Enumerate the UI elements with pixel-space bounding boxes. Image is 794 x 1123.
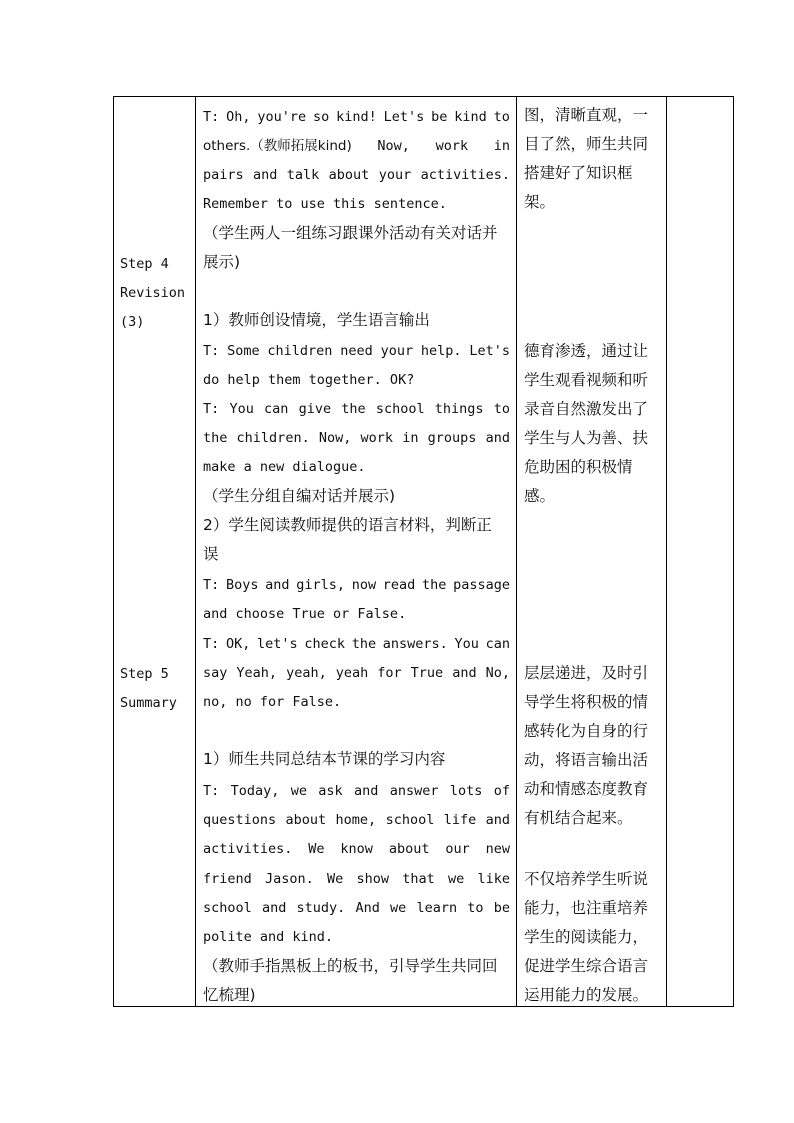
word: T: [203,783,220,799]
intent-line: 有机结合起来。 [524,809,633,827]
word: friend [203,871,252,887]
word: work [360,430,394,446]
word: No, [485,665,510,681]
word: Some [227,343,260,359]
word: the [341,401,366,417]
word: children [267,343,333,359]
text-line [203,663,510,683]
step4-sub: Revision [120,285,186,301]
word: your [380,343,414,359]
step4-title: Step 4 [120,256,169,272]
word: T: [203,109,220,125]
word: We [308,841,325,857]
intent-line: 录音自然激发出了 [524,400,649,418]
intent-line: 不仅培养学生听说 [524,870,649,888]
word: be [431,109,448,125]
word: We [327,871,344,887]
text-line: 忆梳理) [203,986,256,1004]
word: True [410,665,444,681]
text-line: polite and kind. [203,929,334,945]
intent-line: 学生观看视频和听 [524,371,649,389]
word: yeah, [286,665,327,681]
word: about [388,841,430,857]
lesson-plan-table [113,96,734,1007]
word: yeah [335,665,369,681]
text-line [203,107,510,127]
text-line [203,898,510,918]
text-line: 1）师生共同总结本节课的学习内容 [203,750,446,768]
word: of [493,783,510,799]
text-line: 2）学生阅读教师提供的语言材料，判断正 [203,516,492,534]
intent-line: 运用能力的发展。 [524,986,649,1004]
word: Jason. [265,871,314,887]
step5-title: Step 5 [120,666,169,682]
intent-line: 危助困的积极情 [524,458,633,476]
word: for [377,665,402,681]
word: about [328,167,370,183]
word: and [261,900,287,916]
word: You [229,401,254,417]
intent-line: 导学生将积极的情 [524,693,649,711]
word: in [493,138,510,154]
word: and [265,577,290,593]
word: T: [203,577,220,593]
text-line [203,634,510,654]
text-line: （学生两人一组练习跟课外活动有关对话并 [203,224,498,242]
text-line [203,428,510,448]
word: T: [203,401,220,417]
intent-line: 感。 [524,487,556,505]
intent-line: 动和情感态度教育 [524,780,649,798]
step4-num: (3) [120,314,145,330]
word: to [467,900,484,916]
word: learn [416,900,458,916]
text-line [203,869,510,889]
word: the [421,577,447,593]
word: questions [203,812,277,828]
word: Let's [383,109,425,125]
word: to [493,401,510,417]
word: know [340,841,373,857]
text-line: 误 [203,545,219,563]
text-line: make a new dialogue. [203,459,366,475]
word: answer [389,783,439,799]
intent-line: 促进学生综合语言 [524,957,649,975]
word: Let's [469,343,510,359]
word: school [203,900,252,916]
word: OK, [225,636,251,652]
word: kind [454,109,487,125]
word: that [402,871,435,887]
intent-column [517,97,667,1007]
text-line [203,136,510,156]
word: passage [453,577,510,593]
word: check [304,636,345,652]
word: the [351,636,377,652]
word: new [485,841,510,857]
word: life [443,812,477,828]
word: lots [449,783,483,799]
word: the [203,430,228,446]
word: girls, [296,577,346,593]
word: read [382,577,416,593]
word: can [485,636,510,652]
intent-line: 能力，也注重培养 [524,899,649,917]
word: study. [296,900,346,916]
word: activities. [420,167,510,183]
word: let's [257,636,298,652]
word: give [298,401,332,417]
intent-line: 德育渗透，通过让 [524,342,649,360]
word: be [493,900,510,916]
text-line: （教师手指黑板上的板书，引导学生共同回 [203,957,498,975]
text-line: do help them together. OK? [203,372,415,388]
word: home, [335,812,377,828]
word: our [445,841,470,857]
word: need [340,343,373,359]
word: and [485,812,510,828]
text-line: 展示) [203,253,241,271]
word: others.（教师拓展kind) [203,138,352,154]
text-line: and choose True or False. [203,606,407,622]
word: answers. [382,636,448,652]
word: say [203,665,228,681]
step-column [114,97,196,1007]
word: Oh, [226,109,251,125]
intent-line: 图，清晰直观，一 [524,106,649,124]
text-line [203,399,510,419]
word: kind! [336,109,377,125]
text-line: no, no for False. [203,694,342,710]
word: talk [286,167,320,183]
text-line [203,165,510,185]
word: T: [203,636,220,652]
word: school [385,812,435,828]
word: school [375,401,425,417]
intent-line: 感转化为自身的行 [524,722,649,740]
word: You [454,636,479,652]
word: now [351,577,377,593]
intent-line: 学生与人为善、扶 [524,429,649,447]
intent-line: 学生的阅读能力， [524,928,649,946]
word: groups [427,430,477,446]
word: work [435,138,469,154]
text-line: 1）教师创设情境，学生语言输出 [203,311,430,329]
text-line [203,810,510,830]
word: we [447,871,465,887]
step5-sub: Summary [120,695,177,711]
word: and [485,430,510,446]
intent-line: 目了然，师生共同 [524,135,649,153]
text-line: Remember to use this sentence. [203,196,447,212]
word: children. [236,430,310,446]
text-line: （学生分组自编对话并展示) [203,487,396,505]
intent-line: 架。 [524,193,556,211]
word: ask [318,783,343,799]
word: help. [420,343,462,359]
word: and [452,665,477,681]
word: we [290,783,307,799]
word: can [264,401,289,417]
word: activities. [203,841,293,857]
notes-column [667,97,734,1007]
text-line [203,839,510,859]
word: we [390,900,407,916]
intent-line: 动，将语言输出活 [524,751,649,769]
word: about [285,812,327,828]
word: T: [203,343,220,359]
word: your [378,167,412,183]
table-row [114,97,734,1007]
process-column [196,97,517,1007]
intent-line: 搭建好了知识框 [524,164,633,182]
word: to [493,109,510,125]
word: Today, [230,783,280,799]
word: Now, [377,138,410,154]
word: so [313,109,330,125]
word: Now, [318,430,352,446]
intent-line: 层层递进，及时引 [524,664,649,682]
word: pairs [203,167,244,183]
word: Boys [225,577,259,593]
word: And [355,900,380,916]
text-line [203,575,510,595]
text-line [203,341,510,361]
word: like [477,871,510,887]
word: and [354,783,379,799]
text-line [203,781,510,801]
word: in [402,430,419,446]
word: show [356,871,389,887]
word: and [253,167,278,183]
word: Yeah, [236,665,278,681]
word: you're [257,109,307,125]
word: things [434,401,484,417]
